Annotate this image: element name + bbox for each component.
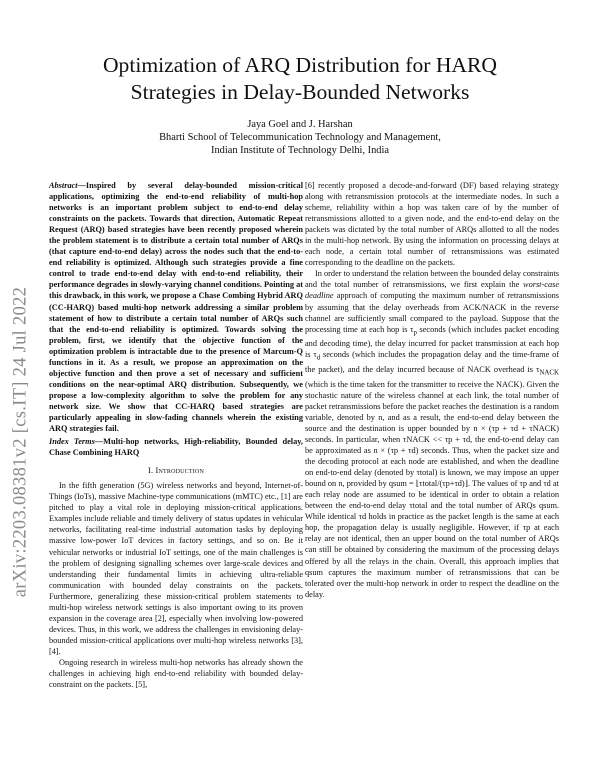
intro-paragraph-3: [6] recently proposed a decode-and-forward (DF) based relaying strategy along with retransmission protocols at the intermediate nodes. In such a scheme, reliability within a hop was taken care of by the number of retransmissions allotted to a given node, and the end-to-end delay on the packets was dictated by the total number of ARQs allotted to all the nodes in the multi-hop network. By using the information on processing delays at each node, a certain total number of retransmissions was estimated corresponding to the deadline on the packets. (305, 181, 559, 268)
intro-paragraph-4 (305, 268, 559, 599)
section-numeral: I. (147, 466, 156, 476)
arxiv-stamp-text: arXiv:2203.08381v2 [cs.IT] 24 Jul 2022 (10, 286, 31, 598)
section-heading (49, 465, 303, 476)
index-terms-text: —Multi-hop networks, High-reliability, Bounded delay, Chase Combining HARQ (49, 437, 303, 458)
para4-part-e: (which is the time taken for the transmitter to receive the NACK). Given the stochastic nature of the wireless channel at each link, the total number of packet retransmissions before the packet reaches the destination is a random variable, denoted by n, and as a result, the end-to-end delay between the source and the destination is upper bounded by n × (τp + τd + τNACK) seconds. In particular, when τNACK << τp + τd, the end-to-end delay can be approximated as n × (τp + τd) seconds. Thus, when the packet size and the decoding protocol at each node are established, and when the deadline on end-to-end delay (denoted by τtotal) is known, we may impose an upper bound on n, provided by qsum = ⌊τtotal/(τp+τd)⌋. The values of τp and τd at each relay node are assumed to be identical in order to obtain a relation between the end-to-end delay τtotal and the total number of ARQs qsum. While identical τd holds in practice as the packet length is the same at each hop, the propagation delay is usually negligible. However, if τp at each relay are not identical, then an upper bound on the total number of ARQs can still be obtained by considering the maximum of the processing delays offered by all the relays in the chain. Overall, this approach implies that qsum captures the maximum number of retransmissions that can be tolerated over the multi-hop network in order to respect the deadline on the delay. (305, 379, 559, 599)
tau-d-subscript: d (316, 355, 321, 363)
worst-case-deadline-term: worst-case deadline (305, 280, 559, 301)
right-column (305, 180, 559, 600)
index-terms (49, 436, 303, 458)
tau-p-subscript: p (413, 329, 417, 337)
title-line-1: Optimization of ARQ Distribution for HARQ (102, 53, 498, 77)
arxiv-stamp (10, 232, 32, 652)
section-title: Introduction (155, 466, 204, 476)
para4-part-d: seconds (which includes the propagation delay and the time-frame of the packet), and the delay incurred because of NACK overhead is τ (305, 350, 559, 375)
para4-part-b: approach of computing the maximum number of retransmissions by assuming that the delay overheads from ACK/NACK in the reverse channel are sufficiently small compared to the payload. Suppose that the processing time at each hop is τ (305, 291, 559, 334)
para4-part-c: seconds (which includes packet encoding and decoding time), the delay incurred for packet transmission at each hop is τ (305, 324, 559, 360)
para4-part-a: In order to understand the relation between the bounded delay constraints and the total number of retransmissions, we first explain the (305, 269, 559, 290)
affiliation-line-2: Indian Institute of Technology Delhi, India (211, 145, 389, 156)
author-names: Jaya Goel and J. Harshan (247, 119, 353, 130)
abstract-lead: Abstract (49, 181, 78, 190)
tau-nack-subscript: NACK (539, 369, 559, 377)
left-column (49, 180, 303, 690)
abstract-text: —Inspired by several delay-bounded mission-critical applications, optimizing the end-to-end reliability of multi-hop networks is an important problem subject to end-to-end delay constraints on the packets. Towards that direction, Automatic Repeat Request (ARQ) based strategies have been recently proposed wherein the problem statement is to distribute a certain total number of ARQs (that capture end-to-end delay) across the nodes such that the end-to-end reliability is optimized. Although such strategies provide a fine control to trade end-to-end delay with end-to-end reliability, their performance degrades in slowly-varying channel conditions. Pointing at this drawback, in this work, we propose a Chase Combing Hybrid ARQ (CC-HARQ) based multi-hop network addressing a similar problem statement of how to distribute a certain total number of ARQs such that the end-to-end reliability is optimized. Towards solving the problem, first, we identify that the objective function of the optimization problem is intractable due to the presence of Marcum-Q functions in it. As a result, we propose an approximation on the objective function and then prove a set of necessary and sufficient conditions on the near-optimal ARQ distribution. Subsequently, we propose a low-complexity algorithm to solve the problem for any network size. We show that CC-HARQ based strategies are particularly appealing in slow-fading channels wherein the existing ARQ strategies fail. (49, 181, 303, 434)
paper-title (40, 52, 560, 106)
index-terms-lead: Index Terms (49, 437, 95, 447)
author-block (40, 118, 560, 157)
intro-paragraph-1: In the fifth generation (5G) wireless networks and beyond, Internet-of-Things (IoTs), massive Machine-type communications (mMTC) etc., [1] are pitched to play a vital role in deploying mission-critical applications. Examples include reliable and timely delivery of status updates in vehicular networks, facilitating real-time industrial automation tasks by deploying massive low-power IoT devices in factory settings, and so on. Be it vehicular networks or industrial IoT settings, one of the main challenges is the problem of designing signalling schemes over large-scale devices and understanding their fundamental limits in achieving ultra-reliable communication with bounded delay constraints on the packets. Furthermore, generalizing these mission-critical problem statements to multi-hop wireless network settings is also important owing to its proven expansion in the coverage area [2], especially when involving low-powered devices. Thus, in this work, we address the challenges in envisioning delay-bounded mission-critical applications over multi-hop wireless networks [3], [4]. (49, 481, 303, 656)
affiliation-line-1: Bharti School of Telecommunication Technology and Management, (159, 132, 441, 143)
abstract (49, 180, 303, 434)
intro-paragraph-2: Ongoing research in wireless multi-hop networks has already shown the challenges in achieving high end-to-end reliability with bounded delay-constraint on the packets. [5], (49, 657, 303, 690)
title-line-2: Strategies in Delay-Bounded Networks (130, 80, 470, 104)
